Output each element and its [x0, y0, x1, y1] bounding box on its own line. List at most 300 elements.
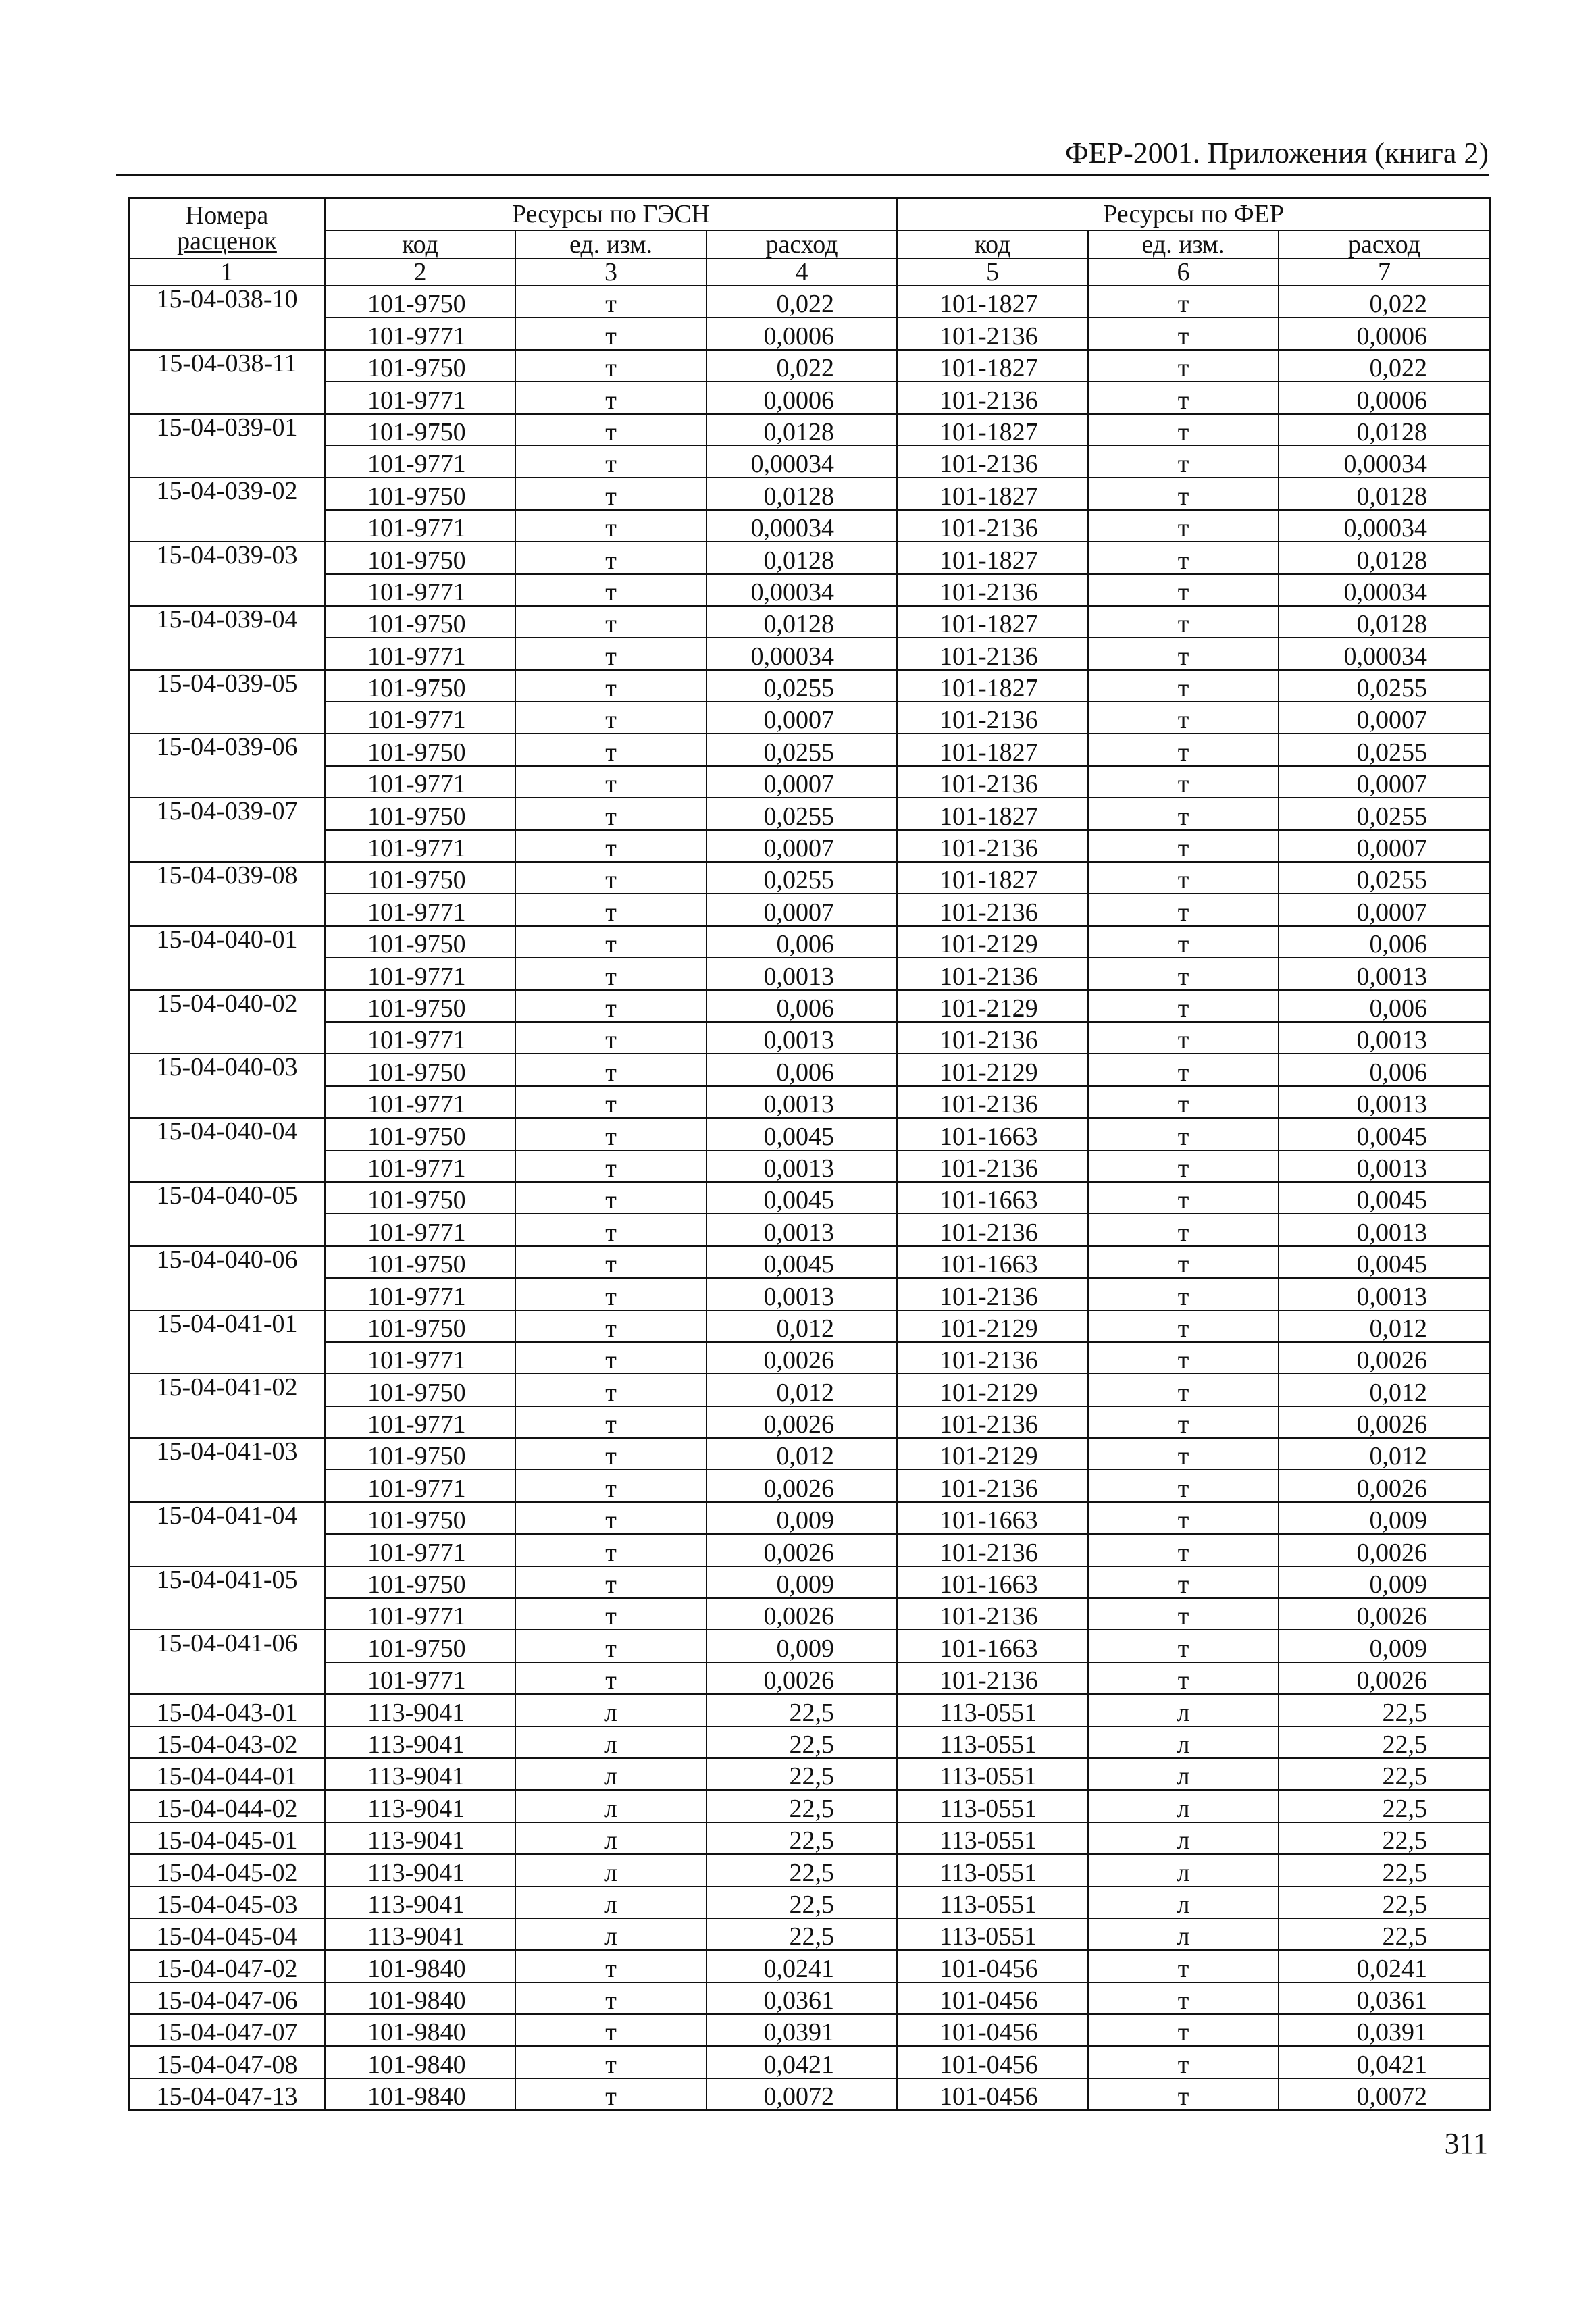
- fer-consumption-cell: 0,0361: [1279, 1982, 1490, 2014]
- fer-unit-cell: т: [1088, 1502, 1279, 1534]
- fer-consumption-cell: 0,00034: [1279, 574, 1490, 606]
- fer-code-cell: 101-0456: [897, 1950, 1088, 1982]
- fer-unit-cell: т: [1088, 830, 1279, 862]
- fer-unit-cell: т: [1088, 1214, 1279, 1245]
- rate-number-cell: 15-04-040-01: [129, 926, 325, 990]
- fer-consumption-cell: 0,006: [1279, 926, 1490, 958]
- gesn-code-cell: 101-9771: [325, 1150, 515, 1182]
- gesn-code-cell: 101-9750: [325, 798, 515, 829]
- gesn-unit-cell: т: [515, 2014, 706, 2046]
- fer-unit-cell: л: [1088, 1694, 1279, 1726]
- gesn-consumption-cell: 22,5: [706, 1822, 897, 1854]
- table-row: [129, 1790, 1490, 1822]
- rate-number-cell: 15-04-045-03: [129, 1886, 325, 1918]
- table-row: [129, 510, 1490, 542]
- fer-unit-cell: л: [1088, 1886, 1279, 1918]
- rate-number-cell: 15-04-039-05: [129, 670, 325, 734]
- rate-number-cell: 15-04-044-01: [129, 1758, 325, 1790]
- table-row: [129, 862, 1490, 894]
- fer-unit-cell: л: [1088, 1822, 1279, 1854]
- fer-code-cell: 101-1827: [897, 798, 1088, 829]
- table-row: [129, 798, 1490, 829]
- rate-number-cell: 15-04-041-03: [129, 1438, 325, 1502]
- gesn-consumption-cell: 0,0013: [706, 958, 897, 989]
- gesn-consumption-cell: 0,0006: [706, 382, 897, 413]
- gesn-unit-cell: т: [515, 414, 706, 446]
- gesn-code-cell: 101-9771: [325, 510, 515, 542]
- gesn-consumption-cell: 0,0072: [706, 2078, 897, 2110]
- table-row: [129, 1022, 1490, 1054]
- table-row: [129, 926, 1490, 958]
- rate-number-cell: 15-04-044-02: [129, 1790, 325, 1822]
- table-row: [129, 894, 1490, 925]
- gesn-code-cell: 101-9840: [325, 1950, 515, 1982]
- gesn-consumption-cell: 0,0026: [706, 1598, 897, 1630]
- gesn-unit-cell: т: [515, 382, 706, 413]
- gesn-consumption-cell: 0,0026: [706, 1470, 897, 1501]
- gesn-code-cell: 101-9750: [325, 1566, 515, 1598]
- gesn-unit-cell: т: [515, 1150, 706, 1182]
- gesn-code-cell: 101-9750: [325, 1246, 515, 1278]
- table-row: [129, 1374, 1490, 1406]
- gesn-unit-cell: т: [515, 734, 706, 765]
- gesn-code-cell: 101-9771: [325, 1534, 515, 1566]
- gesn-code-cell: 101-9771: [325, 1598, 515, 1630]
- fer-consumption-cell: 0,0128: [1279, 478, 1490, 509]
- rate-number-cell: 15-04-047-13: [129, 2078, 325, 2110]
- gesn-code-cell: 101-9771: [325, 382, 515, 413]
- table-row: [129, 542, 1490, 573]
- rate-number-cell: 15-04-045-02: [129, 1854, 325, 1886]
- gesn-unit-cell: т: [515, 1950, 706, 1982]
- gesn-unit-cell: т: [515, 638, 706, 669]
- rate-number-cell: 15-04-039-04: [129, 606, 325, 670]
- gesn-unit-cell: т: [515, 1598, 706, 1630]
- fer-code-cell: 101-2136: [897, 958, 1088, 989]
- gesn-unit-cell: т: [515, 1054, 706, 1085]
- fer-consumption-cell: 0,0026: [1279, 1534, 1490, 1566]
- gesn-code-cell: 101-9750: [325, 1502, 515, 1534]
- fer-consumption-cell: 0,009: [1279, 1566, 1490, 1598]
- gesn-unit-cell: т: [515, 1246, 706, 1278]
- fer-code-cell: 101-1663: [897, 1118, 1088, 1150]
- fer-consumption-cell: 22,5: [1279, 1886, 1490, 1918]
- gesn-code-cell: 101-9750: [325, 1630, 515, 1662]
- table-row: [129, 638, 1490, 669]
- gesn-code-cell: 113-9041: [325, 1918, 515, 1950]
- fer-unit-cell: т: [1088, 1598, 1279, 1630]
- fer-unit-cell: т: [1088, 1534, 1279, 1566]
- gesn-code-cell: 101-9771: [325, 638, 515, 669]
- fer-consumption-cell: 22,5: [1279, 1822, 1490, 1854]
- gesn-consumption-cell: 22,5: [706, 1790, 897, 1822]
- fer-unit-header: ед. изм.: [1088, 230, 1279, 259]
- gesn-unit-cell: т: [515, 990, 706, 1022]
- fer-consumption-cell: 0,012: [1279, 1438, 1490, 1470]
- fer-unit-cell: т: [1088, 1022, 1279, 1054]
- fer-code-cell: 101-2136: [897, 1662, 1088, 1694]
- fer-code-cell: 101-2129: [897, 1054, 1088, 1085]
- fer-consumption-cell: 0,0007: [1279, 766, 1490, 798]
- gesn-unit-cell: т: [515, 958, 706, 989]
- fer-unit-cell: т: [1088, 702, 1279, 734]
- fer-code-cell: 101-2136: [897, 830, 1088, 862]
- gesn-consumption-cell: 0,0128: [706, 478, 897, 509]
- gesn-unit-cell: т: [515, 1566, 706, 1598]
- fer-consumption-cell: 0,0241: [1279, 1950, 1490, 1982]
- fer-code-cell: 101-2136: [897, 317, 1088, 349]
- fer-code-cell: 101-2129: [897, 926, 1088, 958]
- gesn-consumption-cell: 0,022: [706, 350, 897, 382]
- fer-code-cell: 101-2136: [897, 1598, 1088, 1630]
- rate-number-cell: 15-04-039-02: [129, 478, 325, 542]
- table-row: [129, 990, 1490, 1022]
- fer-consumption-cell: 0,0026: [1279, 1598, 1490, 1630]
- table-row: [129, 1118, 1490, 1150]
- fer-code-header: код: [897, 230, 1088, 259]
- gesn-unit-cell: т: [515, 446, 706, 478]
- fer-consumption-cell: 0,022: [1279, 350, 1490, 382]
- fer-unit-cell: т: [1088, 350, 1279, 382]
- table-row: [129, 1438, 1490, 1470]
- rate-number-cell: 15-04-039-07: [129, 798, 325, 862]
- rate-number-cell: 15-04-040-02: [129, 990, 325, 1054]
- gesn-code-cell: 101-9771: [325, 1278, 515, 1310]
- fer-consumption-cell: 0,0045: [1279, 1246, 1490, 1278]
- fer-consumption-cell: 0,0421: [1279, 2046, 1490, 2078]
- gesn-unit-cell: т: [515, 1182, 706, 1214]
- resources-table: [128, 197, 1491, 2111]
- gesn-code-cell: 101-9771: [325, 894, 515, 925]
- table-row: [129, 286, 1490, 317]
- gesn-unit-cell: т: [515, 1534, 706, 1566]
- gesn-consumption-cell: 0,0045: [706, 1246, 897, 1278]
- table-row: [129, 446, 1490, 478]
- gesn-unit-cell: т: [515, 894, 706, 925]
- gesn-code-cell: 101-9840: [325, 2046, 515, 2078]
- gesn-code-cell: 101-9771: [325, 446, 515, 478]
- fer-consumption-cell: 0,0255: [1279, 798, 1490, 829]
- fer-code-cell: 101-1827: [897, 286, 1088, 317]
- rate-number-cell: 15-04-040-05: [129, 1182, 325, 1246]
- gesn-consumption-cell: 22,5: [706, 1854, 897, 1886]
- fer-unit-cell: т: [1088, 1150, 1279, 1182]
- gesn-code-cell: 101-9750: [325, 862, 515, 894]
- fer-code-cell: 113-0551: [897, 1790, 1088, 1822]
- fer-consumption-cell: 0,00034: [1279, 510, 1490, 542]
- gesn-consumption-cell: 0,012: [706, 1310, 897, 1342]
- gesn-consumption-cell: 0,0391: [706, 2014, 897, 2046]
- gesn-consumption-cell: 0,0006: [706, 317, 897, 349]
- gesn-consumption-cell: 0,006: [706, 1054, 897, 1085]
- gesn-consumption-cell: 0,009: [706, 1630, 897, 1662]
- fer-consumption-cell: 0,0026: [1279, 1342, 1490, 1374]
- fer-unit-cell: т: [1088, 1342, 1279, 1374]
- header-row-subcolumns: [129, 230, 1490, 259]
- table-row: [129, 350, 1490, 382]
- gesn-code-cell: 113-9041: [325, 1822, 515, 1854]
- fer-unit-cell: л: [1088, 1854, 1279, 1886]
- gesn-unit-cell: т: [515, 1342, 706, 1374]
- rate-numbers-line2: расценок: [177, 227, 277, 255]
- fer-code-cell: 113-0551: [897, 1726, 1088, 1758]
- gesn-unit-cell: т: [515, 350, 706, 382]
- rate-number-cell: 15-04-040-03: [129, 1054, 325, 1118]
- fer-unit-cell: т: [1088, 1406, 1279, 1438]
- gesn-unit-cell: т: [515, 1118, 706, 1150]
- fer-consumption-cell: 0,0072: [1279, 2078, 1490, 2110]
- gesn-consumption-cell: 22,5: [706, 1726, 897, 1758]
- fer-code-cell: 101-2136: [897, 1534, 1088, 1566]
- fer-code-cell: 101-2136: [897, 382, 1088, 413]
- fer-unit-cell: т: [1088, 574, 1279, 606]
- fer-consumption-cell: 0,0045: [1279, 1182, 1490, 1214]
- gesn-consumption-cell: 0,0045: [706, 1182, 897, 1214]
- rate-numbers-line1: Номера: [185, 201, 269, 230]
- gesn-unit-cell: т: [515, 830, 706, 862]
- gesn-unit-cell: т: [515, 317, 706, 349]
- gesn-consumption-cell: 0,0026: [706, 1662, 897, 1694]
- gesn-consumption-cell: 0,0013: [706, 1278, 897, 1310]
- column-number: 1: [129, 259, 325, 286]
- fer-consumption-cell: 0,009: [1279, 1502, 1490, 1534]
- gesn-code-cell: 101-9750: [325, 1182, 515, 1214]
- fer-code-cell: 101-2136: [897, 1086, 1088, 1118]
- col-rate-numbers-header: [129, 198, 325, 259]
- table-row: [129, 2046, 1490, 2078]
- gesn-unit-cell: т: [515, 926, 706, 958]
- gesn-code-cell: 101-9771: [325, 830, 515, 862]
- fer-consumption-cell: 0,0255: [1279, 862, 1490, 894]
- gesn-consumption-cell: 0,0007: [706, 766, 897, 798]
- page-number: 311: [1444, 2127, 1488, 2160]
- table-row: [129, 1726, 1490, 1758]
- gesn-consumption-cell: 0,0128: [706, 606, 897, 638]
- gesn-code-cell: 113-9041: [325, 1886, 515, 1918]
- fer-consumption-cell: 0,0128: [1279, 414, 1490, 446]
- gesn-consumption-cell: 0,0007: [706, 830, 897, 862]
- gesn-code-cell: 101-9750: [325, 350, 515, 382]
- fer-consumption-cell: 0,0013: [1279, 1022, 1490, 1054]
- fer-code-cell: 101-2129: [897, 990, 1088, 1022]
- gesn-code-cell: 101-9750: [325, 542, 515, 573]
- gesn-consumption-cell: 22,5: [706, 1918, 897, 1950]
- gesn-consumption-cell: 0,012: [706, 1374, 897, 1406]
- fer-code-cell: 101-1663: [897, 1630, 1088, 1662]
- gesn-consumption-cell: 0,0361: [706, 1982, 897, 2014]
- gesn-unit-cell: л: [515, 1918, 706, 1950]
- fer-code-cell: 101-1827: [897, 478, 1088, 509]
- fer-unit-cell: т: [1088, 1374, 1279, 1406]
- rate-number-cell: 15-04-047-02: [129, 1950, 325, 1982]
- table-row: [129, 1822, 1490, 1854]
- gesn-consumption-cell: 0,0013: [706, 1214, 897, 1245]
- gesn-code-cell: 101-9750: [325, 1118, 515, 1150]
- gesn-consumption-cell: 0,0013: [706, 1086, 897, 1118]
- gesn-consumption-cell: 0,0007: [706, 702, 897, 734]
- table-row: [129, 1598, 1490, 1630]
- gesn-consumption-cell: 0,0255: [706, 670, 897, 702]
- fer-unit-cell: л: [1088, 1790, 1279, 1822]
- fer-unit-cell: л: [1088, 1758, 1279, 1790]
- fer-consumption-cell: 0,0013: [1279, 1086, 1490, 1118]
- fer-consumption-cell: 0,0007: [1279, 702, 1490, 734]
- table-row: [129, 1982, 1490, 2014]
- gesn-code-cell: 101-9771: [325, 574, 515, 606]
- rate-number-cell: 15-04-039-06: [129, 734, 325, 798]
- fer-consumption-cell: 0,0026: [1279, 1662, 1490, 1694]
- header-rule: [116, 174, 1489, 176]
- table-row: [129, 414, 1490, 446]
- fer-unit-cell: т: [1088, 990, 1279, 1022]
- fer-code-cell: 101-1663: [897, 1566, 1088, 1598]
- fer-consumption-cell: 0,012: [1279, 1374, 1490, 1406]
- gesn-consumption-cell: 0,00034: [706, 638, 897, 669]
- gesn-consumption-cell: 0,0045: [706, 1118, 897, 1150]
- gesn-code-cell: 101-9750: [325, 478, 515, 509]
- fer-unit-cell: т: [1088, 286, 1279, 317]
- fer-code-cell: 101-2129: [897, 1438, 1088, 1470]
- fer-consumption-cell: 0,0128: [1279, 542, 1490, 573]
- gesn-unit-cell: л: [515, 1790, 706, 1822]
- table-row: [129, 1246, 1490, 1278]
- gesn-consumption-cell: 0,00034: [706, 510, 897, 542]
- gesn-unit-cell: л: [515, 1726, 706, 1758]
- gesn-code-cell: 101-9771: [325, 1662, 515, 1694]
- gesn-unit-header: ед. изм.: [515, 230, 706, 259]
- fer-consumption-cell: 0,0013: [1279, 958, 1490, 989]
- column-number-row: [129, 259, 1490, 286]
- table-row: [129, 478, 1490, 509]
- fer-unit-cell: т: [1088, 894, 1279, 925]
- gesn-code-cell: 113-9041: [325, 1726, 515, 1758]
- rate-number-cell: 15-04-040-06: [129, 1246, 325, 1310]
- fer-unit-cell: т: [1088, 638, 1279, 669]
- fer-code-cell: 101-2136: [897, 1150, 1088, 1182]
- table-row: [129, 1086, 1490, 1118]
- gesn-code-cell: 101-9771: [325, 1086, 515, 1118]
- fer-unit-cell: т: [1088, 606, 1279, 638]
- rate-number-cell: 15-04-040-04: [129, 1118, 325, 1182]
- gesn-consumption-cell: 0,0013: [706, 1150, 897, 1182]
- gesn-group-header: Ресурсы по ГЭСН: [325, 198, 897, 230]
- gesn-code-cell: 101-9750: [325, 1054, 515, 1085]
- gesn-consumption-cell: 0,009: [706, 1502, 897, 1534]
- fer-code-cell: 101-2136: [897, 894, 1088, 925]
- gesn-unit-cell: т: [515, 574, 706, 606]
- fer-unit-cell: т: [1088, 1086, 1279, 1118]
- gesn-unit-cell: т: [515, 1278, 706, 1310]
- gesn-code-cell: 101-9771: [325, 702, 515, 734]
- fer-unit-cell: т: [1088, 1950, 1279, 1982]
- gesn-code-cell: 101-9840: [325, 1982, 515, 2014]
- fer-code-cell: 101-1827: [897, 670, 1088, 702]
- fer-code-cell: 101-2136: [897, 574, 1088, 606]
- fer-code-cell: 101-0456: [897, 2046, 1088, 2078]
- table-row: [129, 1534, 1490, 1566]
- table-row: [129, 1854, 1490, 1886]
- gesn-code-cell: 101-9750: [325, 1438, 515, 1470]
- fer-consumption-cell: 0,022: [1279, 286, 1490, 317]
- fer-code-cell: 101-1663: [897, 1502, 1088, 1534]
- resources-table-body: [129, 286, 1490, 2110]
- fer-consumption-cell: 0,0045: [1279, 1118, 1490, 1150]
- fer-code-cell: 101-2136: [897, 1406, 1088, 1438]
- table-row: [129, 1950, 1490, 1982]
- fer-code-cell: 101-1827: [897, 606, 1088, 638]
- table-row: [129, 1054, 1490, 1085]
- gesn-unit-cell: т: [515, 1214, 706, 1245]
- table-row: [129, 1502, 1490, 1534]
- column-number: 4: [706, 259, 897, 286]
- gesn-consumption-cell: 0,0026: [706, 1406, 897, 1438]
- fer-code-cell: 101-2136: [897, 446, 1088, 478]
- fer-unit-cell: т: [1088, 382, 1279, 413]
- gesn-consumption-cell: 0,0255: [706, 734, 897, 765]
- gesn-consumption-cell: 0,0128: [706, 414, 897, 446]
- column-number: 5: [897, 259, 1088, 286]
- fer-consumption-cell: 0,0026: [1279, 1470, 1490, 1501]
- gesn-unit-cell: т: [515, 766, 706, 798]
- table-row: [129, 1566, 1490, 1598]
- fer-unit-cell: т: [1088, 2078, 1279, 2110]
- gesn-unit-cell: т: [515, 1374, 706, 1406]
- gesn-unit-cell: т: [515, 2046, 706, 2078]
- fer-code-cell: 101-2136: [897, 1214, 1088, 1245]
- gesn-unit-cell: л: [515, 1886, 706, 1918]
- fer-unit-cell: т: [1088, 766, 1279, 798]
- fer-unit-cell: т: [1088, 478, 1279, 509]
- gesn-unit-cell: л: [515, 1758, 706, 1790]
- gesn-consumption-cell: 22,5: [706, 1694, 897, 1726]
- fer-consumption-cell: 22,5: [1279, 1726, 1490, 1758]
- rate-number-cell: 15-04-039-03: [129, 542, 325, 606]
- gesn-unit-cell: т: [515, 862, 706, 894]
- fer-consumption-cell: 22,5: [1279, 1694, 1490, 1726]
- gesn-code-cell: 101-9750: [325, 670, 515, 702]
- fer-code-cell: 101-2136: [897, 638, 1088, 669]
- gesn-unit-cell: т: [515, 1470, 706, 1501]
- fer-code-cell: 101-2136: [897, 1470, 1088, 1501]
- table-row: [129, 1310, 1490, 1342]
- rate-number-cell: 15-04-047-07: [129, 2014, 325, 2046]
- fer-unit-cell: т: [1088, 1246, 1279, 1278]
- fer-code-cell: 101-1827: [897, 542, 1088, 573]
- table-row: [129, 1630, 1490, 1662]
- fer-consumption-cell: 0,0255: [1279, 670, 1490, 702]
- table-row: [129, 1182, 1490, 1214]
- fer-consumption-cell: 0,0007: [1279, 830, 1490, 862]
- fer-consumption-cell: 22,5: [1279, 1790, 1490, 1822]
- table-row: [129, 1886, 1490, 1918]
- fer-code-cell: 113-0551: [897, 1758, 1088, 1790]
- fer-unit-cell: т: [1088, 1566, 1279, 1598]
- fer-consumption-cell: 0,0007: [1279, 894, 1490, 925]
- fer-unit-cell: т: [1088, 510, 1279, 542]
- gesn-unit-cell: т: [515, 1630, 706, 1662]
- fer-unit-cell: т: [1088, 862, 1279, 894]
- header-row-groups: [129, 198, 1490, 230]
- fer-code-cell: 101-2129: [897, 1310, 1088, 1342]
- gesn-unit-cell: л: [515, 1854, 706, 1886]
- fer-unit-cell: т: [1088, 1630, 1279, 1662]
- gesn-consumption-cell: 22,5: [706, 1886, 897, 1918]
- gesn-code-cell: 101-9771: [325, 958, 515, 989]
- rate-number-cell: 15-04-043-02: [129, 1726, 325, 1758]
- fer-code-cell: 101-2136: [897, 766, 1088, 798]
- table-row: [129, 1758, 1490, 1790]
- fer-consumption-cell: 22,5: [1279, 1758, 1490, 1790]
